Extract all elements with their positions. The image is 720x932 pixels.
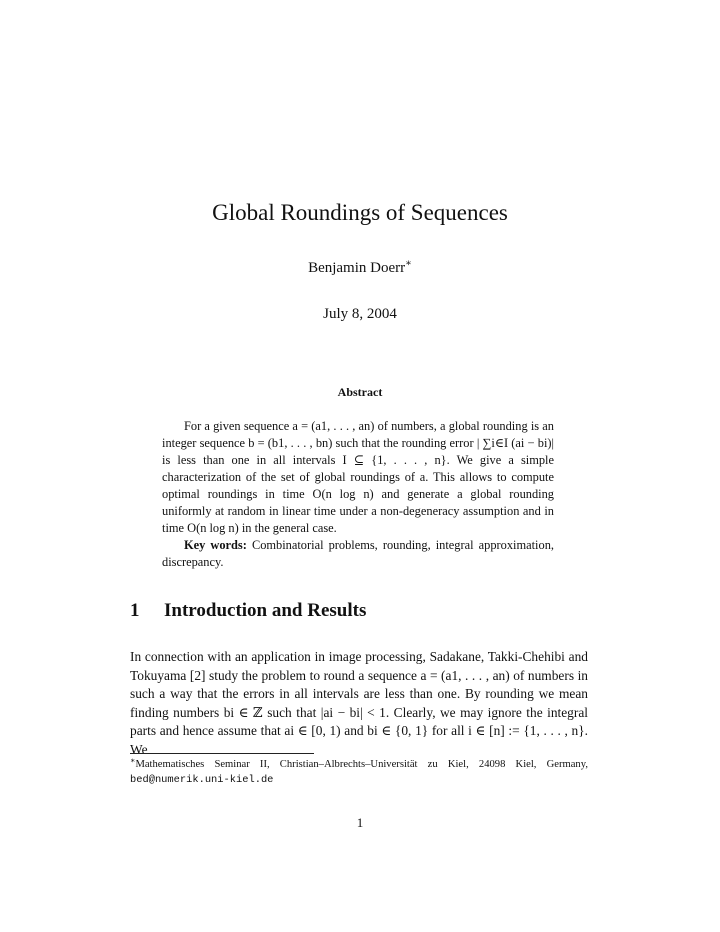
section-number: 1	[130, 600, 140, 621]
footnote-rule	[130, 753, 314, 754]
intro-body	[130, 648, 588, 759]
paper-title: Global Roundings of Sequences	[212, 200, 508, 225]
footnote	[130, 757, 588, 788]
footnote-mark: ∗	[130, 756, 136, 765]
keywords-text: Combinatorial problems, rounding, integral approximation, discrepancy.	[162, 538, 554, 569]
section-title: Introduction and Results	[164, 600, 367, 621]
section-heading	[130, 599, 366, 623]
paper-date: July 8, 2004	[323, 306, 397, 322]
page-number: 1	[356, 815, 364, 830]
abstract-block	[162, 418, 554, 571]
author-name: Benjamin Doerr	[308, 260, 406, 276]
author-footnote-mark: ∗	[405, 258, 412, 269]
author-line	[0, 258, 720, 278]
footnote-email[interactable]: bed@numerik.uni-kiel.de	[130, 774, 274, 786]
footnote-affiliation: Mathematisches Seminar II, Christian–Albrechts–Universität zu Kiel, 24098 Kiel, Germany,	[135, 759, 588, 770]
intro-paragraph: In connection with an application in image processing, Sadakane, Takki-Chehibi and Tokuyama [2] study the problem to round a sequence a = (a1, . . . , an) of numbers in such a way that the errors in all intervals are less than one. By rounding we mean finding numbers bi ∈ ℤ such that |ai − bi| < 1. Clearly, we may ignore the integral parts and hence assume that ai ∈ [0, 1) and bi ∈ {0, 1} for all i ∈ [n] := {1, . . . , n}. We	[130, 649, 588, 757]
keywords-line	[162, 537, 554, 571]
keywords-label: Key words:	[184, 538, 247, 552]
abstract-paragraph: For a given sequence a = (a1, . . . , an) of numbers, a global rounding is an integer sequence b = (b1, . . . , bn) such that the rounding error | ∑i∈I (ai − bi)| is less than one in all intervals I ⊆ {1, . . . , n}. We give a simple characterization of the set of global roundings of a. This allows to compute optimal roundings in time O(n log n) and generate a global rounding uniformly at random in linear time under a non-degeneracy assumption and in time O(n log n) in the general case.	[162, 419, 554, 535]
abstract-heading: Abstract	[337, 385, 383, 399]
